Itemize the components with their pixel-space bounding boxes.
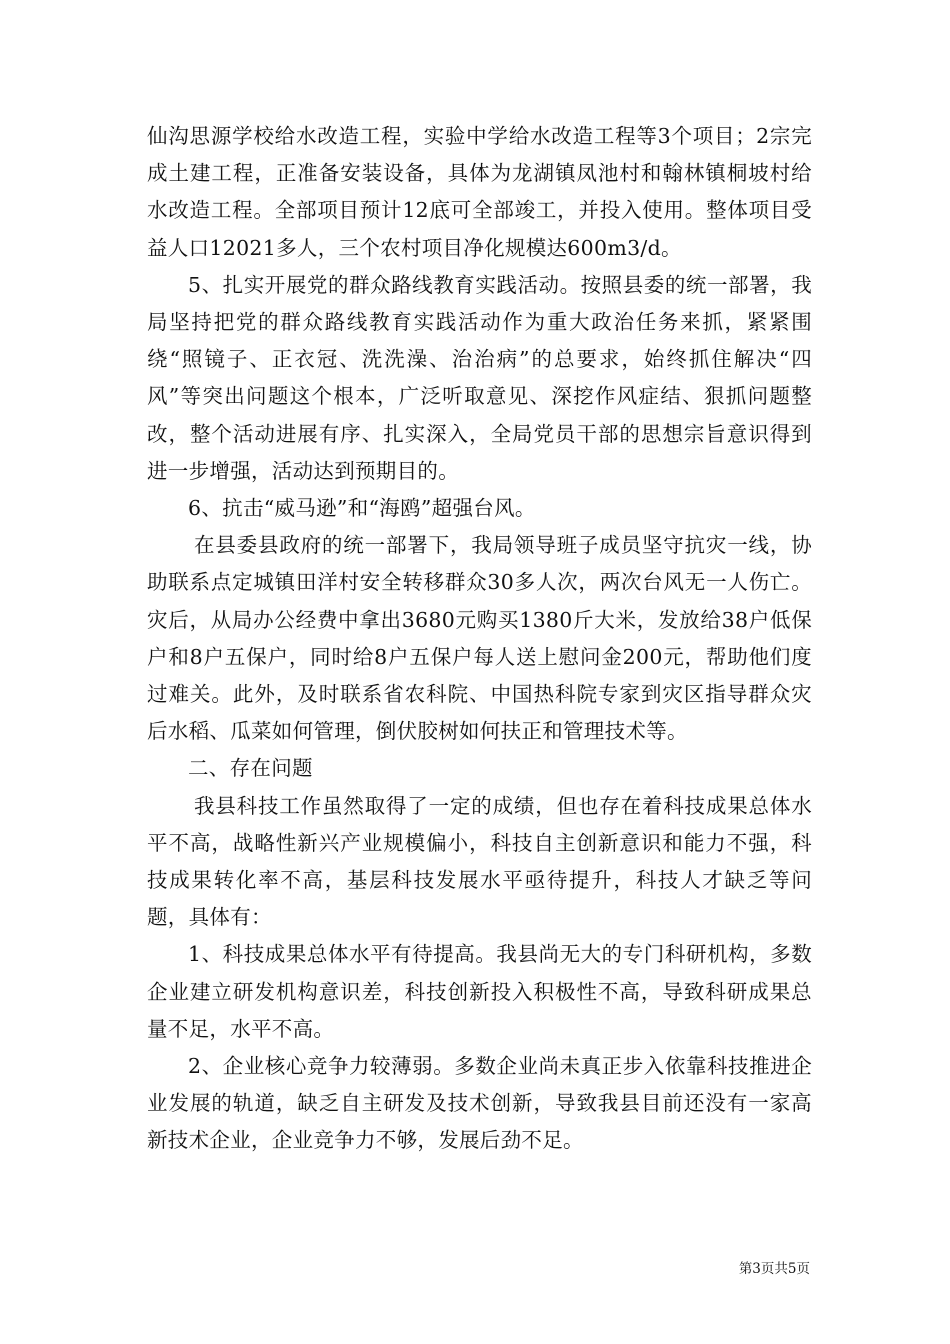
section-heading-problems: 二、存在问题 [188, 756, 313, 781]
paragraph-problems-intro: 我县科技工作虽然取得了一定的成绩，但也存在着科技成果总体水平不高，战略性新兴产业规模偏小，科技自主创新意识和能力不强，科技成果转化率不高，基层科技发展水平亟待提升，科技人才缺乏等问题，具体有： [147, 793, 812, 930]
paragraph-item-6: 6、抗击“威马逊”和“海鸥”超强台风。 [188, 496, 536, 521]
page-number-footer: 第3页共5页 [738, 1261, 810, 1277]
paragraph-continuation: 仙沟思源学校给水改造工程，实验中学给水改造工程等3个项目；2宗完成土建工程，正准备安装设备，具体为龙湖镇凤池村和翰林镇桐坡村给水改造工程。全部项目预计12底可全部竣工，并投入使用。整体项目受益人口12021多人，三个农村项目净化规模达600m3/d。 [147, 124, 812, 260]
paragraph-item-5: 5、扎实开展党的群众路线教育实践活动。按照县委的统一部署，我局坚持把党的群众路线教育实践活动作为重大政治任务来抓，紧紧围绕“照镜子、正衣冠、洗洗澡、治治病”的总要求，始终抓住解决“四风”等突出问题这个根本，广泛听取意见、深挖作风症结、狠抓问题整改，整个活动进展有序、扎实深入，全局党员干部的思想宗旨意识得到进一步增强，活动达到预期目的。 [147, 272, 812, 483]
paragraph-problem-1: 1、科技成果总体水平有待提高。我县尚无大的专门科研机构，多数企业建立研发机构意识差，科技创新投入积极性不高，导致科研成果总量不足，水平不高。 [147, 942, 812, 1041]
document-body [147, 118, 812, 1160]
paragraph-typhoon-relief: 在县委县政府的统一部署下，我局领导班子成员坚守抗灾一线，协助联系点定城镇田洋村安全转移群众30多人次，两次台风无一人伤亡。灾后，从局办公经费中拿出3680元购买1380斤大米，发放给38户低保户和8户五保户，同时给8户五保户每人送上慰问金200元，帮助他们度过难关。此外，及时联系省农科院、中国热科院专家到灾区指导群众灾后水稻、瓜菜如何管理，倒伏胶树如何扶正和管理技术等。 [147, 533, 812, 744]
paragraph-problem-2: 2、企业核心竞争力较薄弱。多数企业尚未真正步入依靠科技推进企业发展的轨道，缺乏自主研发及技术创新，导致我县目前还没有一家高新技术企业，企业竞争力不够，发展后劲不足。 [147, 1054, 812, 1153]
